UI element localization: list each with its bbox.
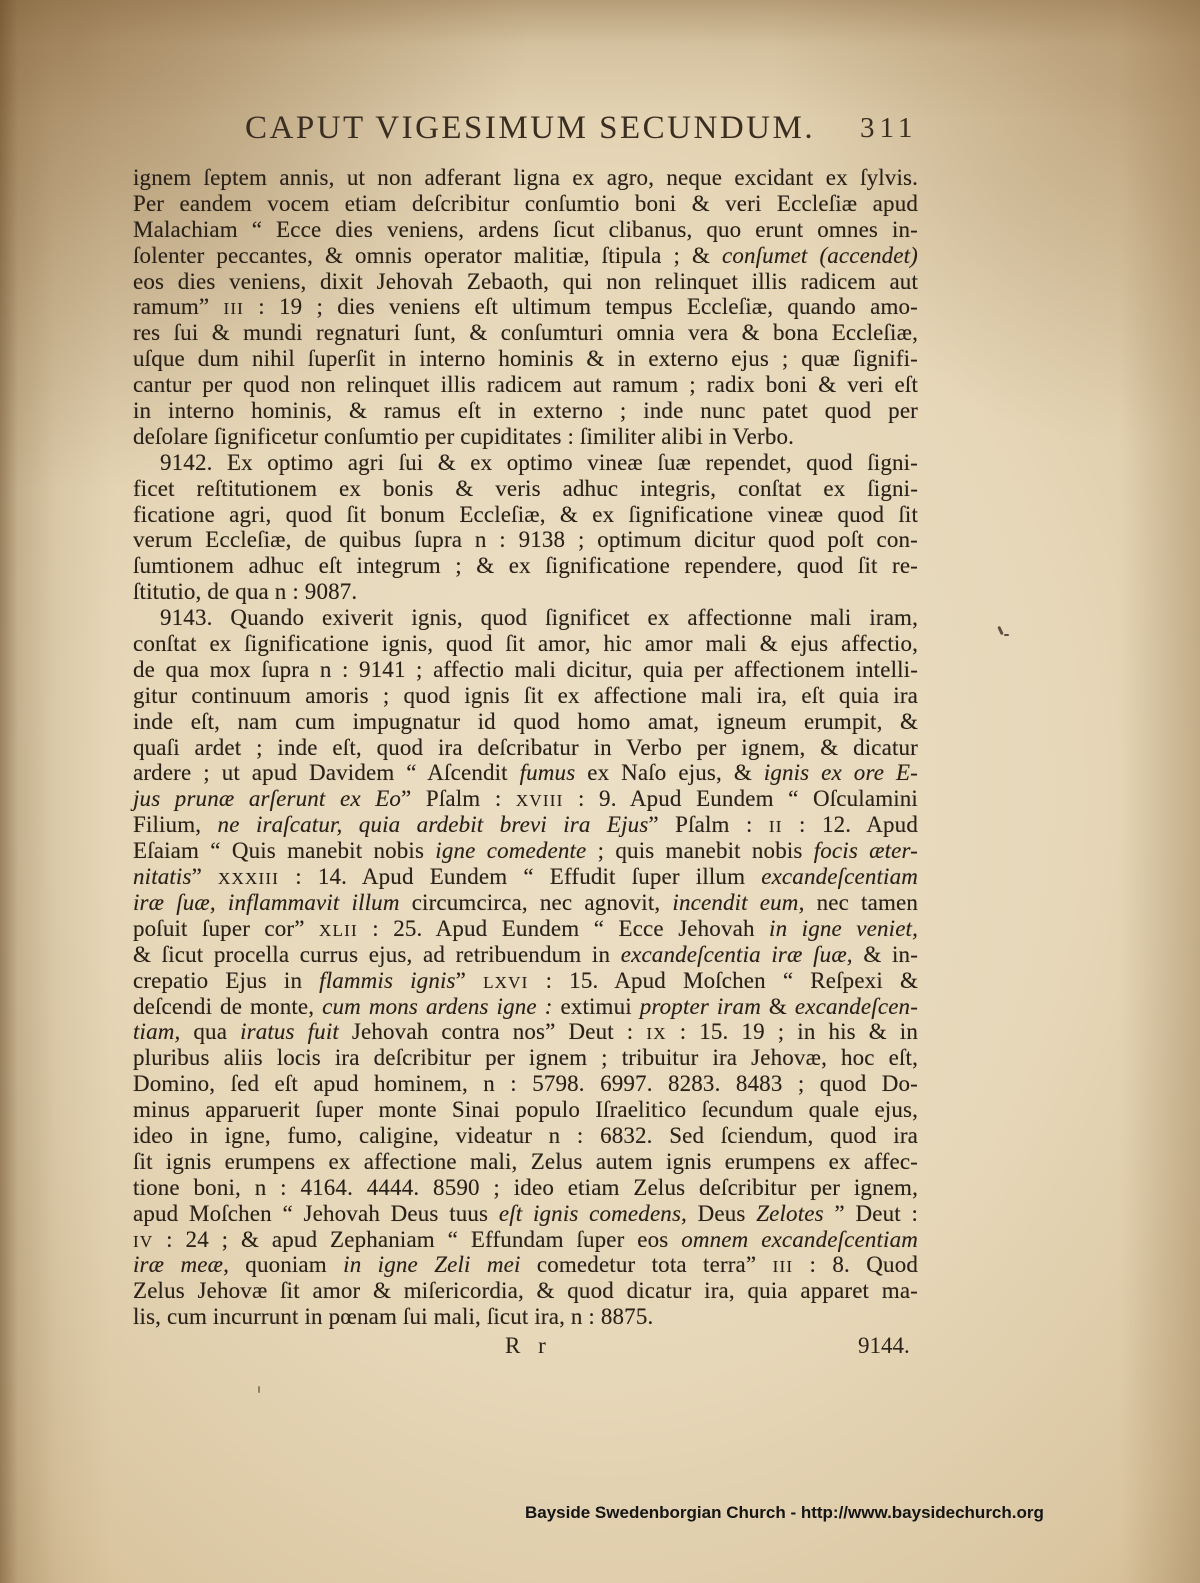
italic-text: jus prunæ arſerunt ex Eo [133, 786, 402, 812]
text-run: ; quis manebit nobis [586, 838, 814, 864]
italic-text: Zelotes [756, 1200, 824, 1226]
text-run: in interno hominis, & ramus eſt in externo ; inde nunc patet quod per [133, 398, 918, 424]
text-run: & in- [852, 941, 918, 967]
text-line [133, 476, 918, 502]
text-line [133, 1149, 918, 1175]
text-run: ” [455, 967, 484, 993]
text-line [133, 1019, 918, 1045]
text-line [133, 838, 918, 864]
italic-text: fumus [519, 760, 576, 786]
text-line [133, 424, 918, 450]
text-line [133, 217, 918, 243]
italic-text: tiam, [133, 1019, 181, 1045]
text-run: ſolenter peccantes, & omnis operator malitiæ, ſtipula ; & [133, 242, 722, 268]
chapter-numeral: III [223, 299, 245, 319]
italic-text: iræ ſuæ, inflammavit illum [133, 889, 400, 915]
text-run: crepatio Ejus in [133, 967, 320, 993]
italic-text: igne comedente [435, 838, 587, 864]
text-run: Zelus Jehovæ ſit amor & miſericordia, & quod dicatur ira, quia apparet ma- [133, 1278, 918, 1304]
running-head-title: CAPUT VIGESIMUM SECUNDUM. [245, 110, 816, 146]
text-run: ” Pſalm : [648, 812, 769, 838]
text-line [133, 243, 918, 269]
italic-text: propter iram [639, 993, 761, 1019]
text-line [133, 916, 918, 942]
text-run: pluribus aliis locis ira deſcribitur per ignem ; tribuitur ira Jehovæ, hoc eſt, [133, 1045, 918, 1071]
chapter-numeral: IV [133, 1231, 154, 1251]
text-line [133, 1227, 918, 1253]
text-line [133, 1097, 918, 1123]
text-run: Domino, ſed eſt apud hominem, n : 5798. 6997. 8283. 8483 ; quod Do- [133, 1071, 918, 1097]
italic-text: excandeſcentia iræ ſuæ, [620, 941, 853, 967]
italic-text: flammis ignis [319, 967, 456, 993]
signature-mark: R r [505, 1333, 552, 1358]
text-run: apud Moſchen “ Jehovah Deus tuus [133, 1200, 499, 1226]
text-run: & [760, 993, 795, 1019]
italic-text: ne iraſcatur, quia ardebit brevi ira Ejus [217, 812, 649, 838]
page-number: 311 [860, 112, 918, 144]
chapter-numeral: XVIII [515, 791, 564, 811]
text-run: verum Eccleſiæ, de quibus ſupra n : 9138 ; optimum dicitur quod poſt con- [133, 527, 918, 553]
text-run: ” Deut : [823, 1200, 918, 1226]
text-run: ficatione agri, quod ſit bonum Eccleſiæ, & ex ſignificatione vineæ quod ſit [133, 501, 918, 527]
text-run: ſtitutio, de qua n : 9087. [133, 579, 358, 605]
ink-speck [997, 626, 1004, 635]
text-run: ſumtionem adhuc eſt integrum ; & ex ſignificatione rependere, quod ſit re- [133, 553, 918, 579]
text-run: ramum” [133, 294, 224, 320]
text-line [133, 372, 918, 398]
text-run: deſcendi de monte, [133, 993, 323, 1019]
italic-text: in igne Zeli mei [343, 1252, 521, 1278]
text-run: gitur continuum amoris ; quod ignis ſit ex affectione mali ira, eſt quia ira [133, 682, 918, 708]
text-run: Jehovah contra nos” Deut : [338, 1019, 647, 1045]
text-run: minus apparuerit ſuper monte Sinai populo Iſraelitico ſecundum quale ejus, [133, 1097, 918, 1123]
italic-text: iræ meæ, [133, 1252, 229, 1278]
paragraph-9143 [133, 605, 918, 1330]
text-line [133, 812, 918, 838]
italic-text: ignis ex ore E- [763, 760, 918, 786]
text-run: : 25. Apud Eundem “ Ecce Jehovah [357, 915, 770, 941]
text-line [133, 1278, 918, 1304]
text-run: ” [191, 864, 219, 890]
text-run: Malachiam “ Ecce dies veniens, ardens ſicut clibanus, quo erunt omnes in- [133, 216, 918, 242]
text-line [133, 502, 918, 528]
text-run: quaſi ardet ; inde eſt, quod ira deſcribatur in Verbo per ignem, & dicatur [133, 734, 918, 760]
text-run: : 24 ; & apud Zephaniam “ Effundam ſuper eos [153, 1226, 682, 1252]
text-run: conſtat ex ſignificatione ignis, quod ſit amor, hic amor mali & ejus affectio, [133, 631, 918, 657]
text-line [133, 864, 918, 890]
text-run: 9143. Quando exiverit ignis, quod ſignificet ex affectionne mali iram, [160, 605, 918, 631]
chapter-numeral: II [768, 817, 783, 837]
italic-text: focis æter- [813, 838, 918, 864]
text-line [133, 1304, 918, 1330]
text-line [133, 1201, 918, 1227]
text-line [133, 450, 918, 476]
text-run: ex Naſo ejus, & [575, 760, 764, 786]
text-line [133, 527, 918, 553]
text-run: ſit ignis erumpens ex affectione mali, Zelus autem ignis erumpens ex affec- [133, 1148, 918, 1174]
text-run: ignem ſeptem annis, ut non adferant ligna ex agro, neque excidant ex ſylvis. [133, 165, 918, 190]
italic-text: iratus fuit [240, 1019, 339, 1045]
catchword: 9144. [858, 1333, 910, 1358]
text-line [133, 269, 918, 295]
text-run: poſuit ſuper cor” [133, 915, 320, 941]
text-run: : 8. Quod [793, 1252, 918, 1278]
text-line [133, 968, 918, 994]
text-line [133, 735, 918, 761]
text-line [133, 683, 918, 709]
italic-text: excandeſcen- [794, 993, 919, 1019]
text-run: Eſaiam “ Quis manebit nobis [133, 838, 436, 864]
text-run: lis, cum incurrunt in pœnam ſui mali, ſicut ira, n : 8875. [133, 1304, 654, 1330]
text-line [133, 1252, 918, 1278]
chapter-numeral: III [772, 1257, 794, 1277]
text-run: : 9. Apud Eundem “ Oſculamini [563, 786, 918, 812]
text-run: res ſui & mundi regnaturi ſunt, & conſumturi omnia vera & bona Eccleſiæ, [133, 320, 918, 346]
text-line [133, 1045, 918, 1071]
text-line [133, 191, 918, 217]
paragraph-continued [133, 165, 918, 450]
text-line [133, 346, 918, 372]
italic-text: cum mons ardens igne : [322, 993, 553, 1019]
chapter-numeral: LXVI [483, 972, 529, 992]
italic-text: incendit eum, [672, 889, 805, 915]
text-line [133, 320, 918, 346]
text-line [133, 1123, 918, 1149]
text-line [133, 786, 918, 812]
italic-text: nitatis [133, 864, 192, 890]
text-run: ficet reſtitutionem ex bonis & veris adhuc integris, conſtat ex ſigni- [133, 475, 918, 501]
text-run: inde eſt, nam cum impugnatur id quod homo amat, igneum erumpit, & [133, 708, 918, 734]
text-run: & ſicut procella currus ejus, ad retribuendum in [133, 941, 621, 967]
text-run: : 19 ; dies veniens eſt ultimum tempus Eccleſiæ, quando amo- [244, 294, 918, 320]
text-line [133, 760, 918, 786]
text-line [133, 890, 918, 916]
text-run: circumcirca, nec agnovit, [399, 889, 673, 915]
ink-speck [1004, 634, 1009, 636]
text-run: tione boni, n : 4164. 4444. 8590 ; ideo etiam Zelus deſcribitur per ignem, [133, 1174, 918, 1200]
text-line [133, 1071, 918, 1097]
chapter-numeral: IX [646, 1024, 667, 1044]
text-run: deſolare ſignificetur conſumtio per cupiditates : ſimiliter alibi in Verbo. [133, 423, 795, 449]
text-run: : 15. 19 ; in his & in [666, 1019, 918, 1045]
text-run: nec tamen [804, 889, 918, 915]
text-block [133, 165, 918, 1330]
text-run: Deus [686, 1200, 757, 1226]
chapter-numeral: XXXIII [218, 869, 280, 889]
source-credit: Bayside Swedenborgian Church - http://www.baysidechurch.org [525, 1503, 1044, 1522]
text-run: uſque dum nihil ſuperſit in interno hominis & in externo ejus ; quæ ſignifi- [133, 346, 918, 372]
text-run: ardere ; ut apud Davidem “ Aſcendit [133, 760, 520, 786]
text-line [133, 942, 918, 968]
paragraph-9142 [133, 450, 918, 605]
text-run: cantur per quod non relinquet illis radicem aut ramum ; radix boni & veri eſt [133, 372, 918, 398]
text-run: 9142. Ex optimo agri ſui & ex optimo vineæ ſuæ rependet, quod ſigni- [160, 449, 918, 475]
text-run: ideo in igne, fumo, caligine, videatur n : 6832. Sed ſciendum, quod ira [133, 1122, 918, 1148]
text-run: extimui [552, 993, 640, 1019]
text-line [133, 657, 918, 683]
italic-text: in igne veniet, [769, 915, 918, 941]
italic-text: conſumet (accendet) [721, 242, 918, 268]
italic-text: eſt ignis comedens, [498, 1200, 687, 1226]
text-line [133, 294, 918, 320]
text-run: qua [180, 1019, 241, 1045]
text-run: de qua mox ſupra n : 9141 ; affectio mali dicitur, quia per affectionem intelli- [133, 656, 918, 682]
text-run: : 14. Apud Eundem “ Effudit ſuper illum [279, 864, 762, 890]
text-line [133, 994, 918, 1020]
text-line [133, 631, 918, 657]
text-line [133, 1175, 918, 1201]
text-run: Filium, [133, 812, 218, 838]
italic-text: excandeſcentiam [761, 864, 918, 890]
text-run: ” Pſalm : [401, 786, 516, 812]
text-line [133, 605, 918, 631]
text-run: eos dies veniens, dixit Jehovah Zebaoth, qui non relinquet illis radicem aut [133, 268, 918, 294]
text-run: : 12. Apud [782, 812, 918, 838]
italic-text: omnem excandeſcentiam [681, 1226, 918, 1252]
text-line [133, 398, 918, 424]
text-line [133, 709, 918, 735]
chapter-numeral: XLII [319, 920, 358, 940]
ink-speck [258, 1386, 260, 1393]
text-run: quoniam [228, 1252, 344, 1278]
text-line [133, 579, 918, 605]
text-run: : 15. Apud Moſchen “ Reſpexi & [528, 967, 918, 993]
text-run: Per eandem vocem etiam deſcribitur conſumtio boni & veri Eccleſiæ apud [133, 190, 918, 216]
text-line [133, 165, 918, 191]
text-run: comedetur tota terra” [520, 1252, 773, 1278]
text-line [133, 553, 918, 579]
